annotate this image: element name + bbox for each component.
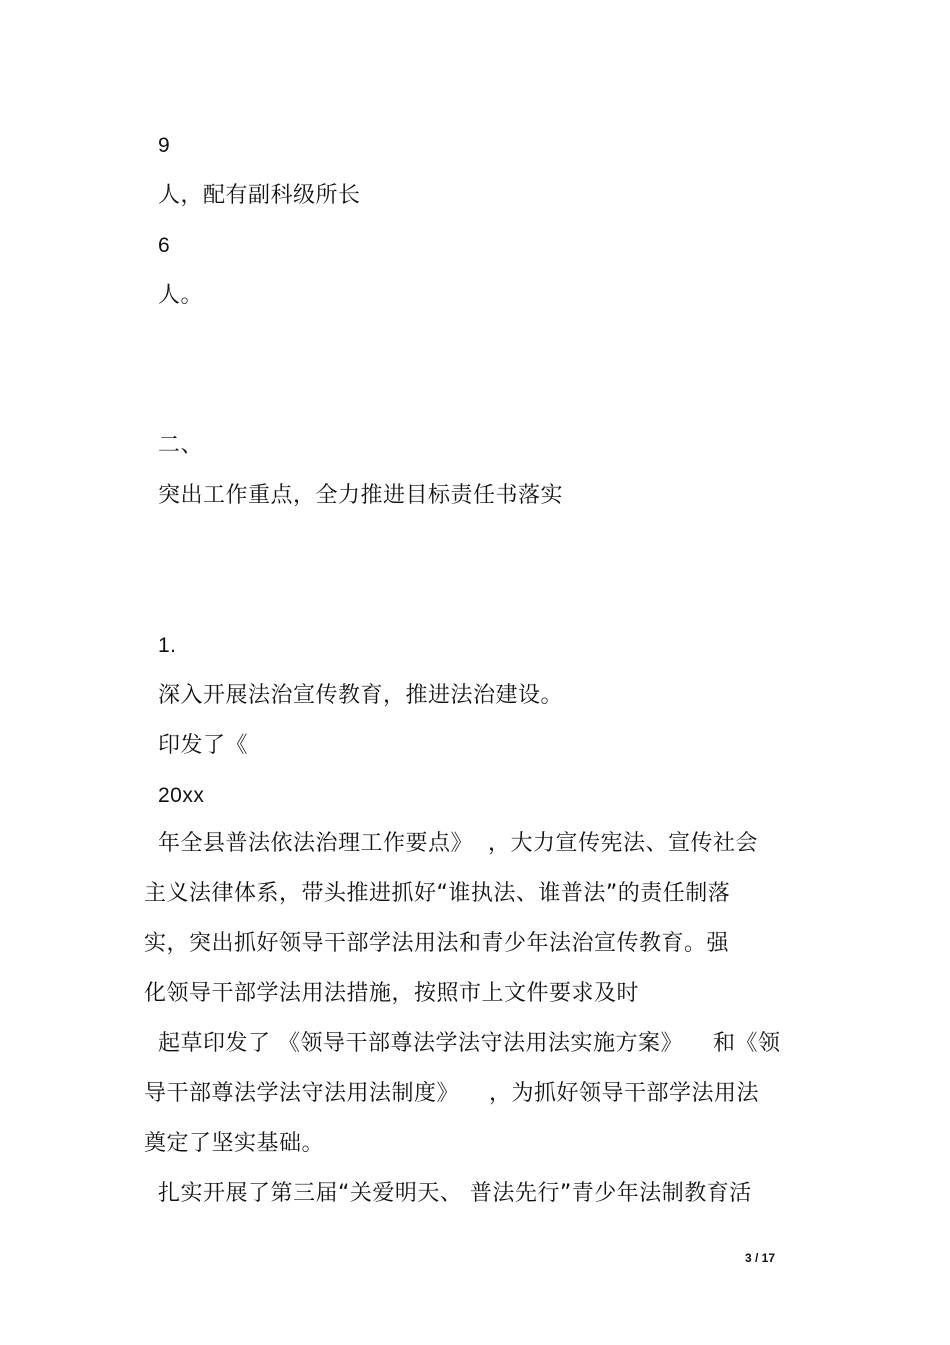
text-line: 人，配有副科级所长: [158, 183, 361, 208]
page-indicator: 3 / 17: [745, 1251, 776, 1265]
text-line: 印发了《: [158, 733, 249, 758]
text-line: 20xx: [158, 784, 205, 807]
text-line: 实，突出抓好领导干部学法用法和青少年法治宣传教育。强: [144, 931, 730, 956]
text-line: 扎实开展了第三届“关爱明天、 普法先行”青少年法制教育活: [158, 1181, 752, 1206]
text-line: 人。: [158, 283, 204, 308]
item-number: 1.: [158, 634, 177, 657]
text-line: 主义法律体系，带头推进抓好“谁执法、谁普法”的责任制落: [144, 881, 731, 906]
section-heading: 突出工作重点，全力推进目标责任书落实: [158, 483, 564, 508]
text-line: 年全县普法依法治理工作要点》 ，大力宣传宪法、宣传社会: [158, 831, 758, 856]
text-line: 6: [158, 234, 171, 257]
text-line: 起草印发了 《领导干部尊法学法守法用法实施方案》 和《领: [158, 1031, 781, 1056]
text-line: 化领导干部学法用法措施，按照市上文件要求及时: [144, 981, 640, 1006]
text-line: 深入开展法治宣传教育，推进法治建设。: [158, 683, 564, 708]
text-line: 奠定了坚实基础。: [144, 1131, 325, 1156]
text-line: 9: [158, 134, 171, 157]
section-number: 二、: [158, 433, 204, 458]
text-line: 导干部尊法学法守法用法制度》 ，为抓好领导干部学法用法: [144, 1081, 759, 1106]
